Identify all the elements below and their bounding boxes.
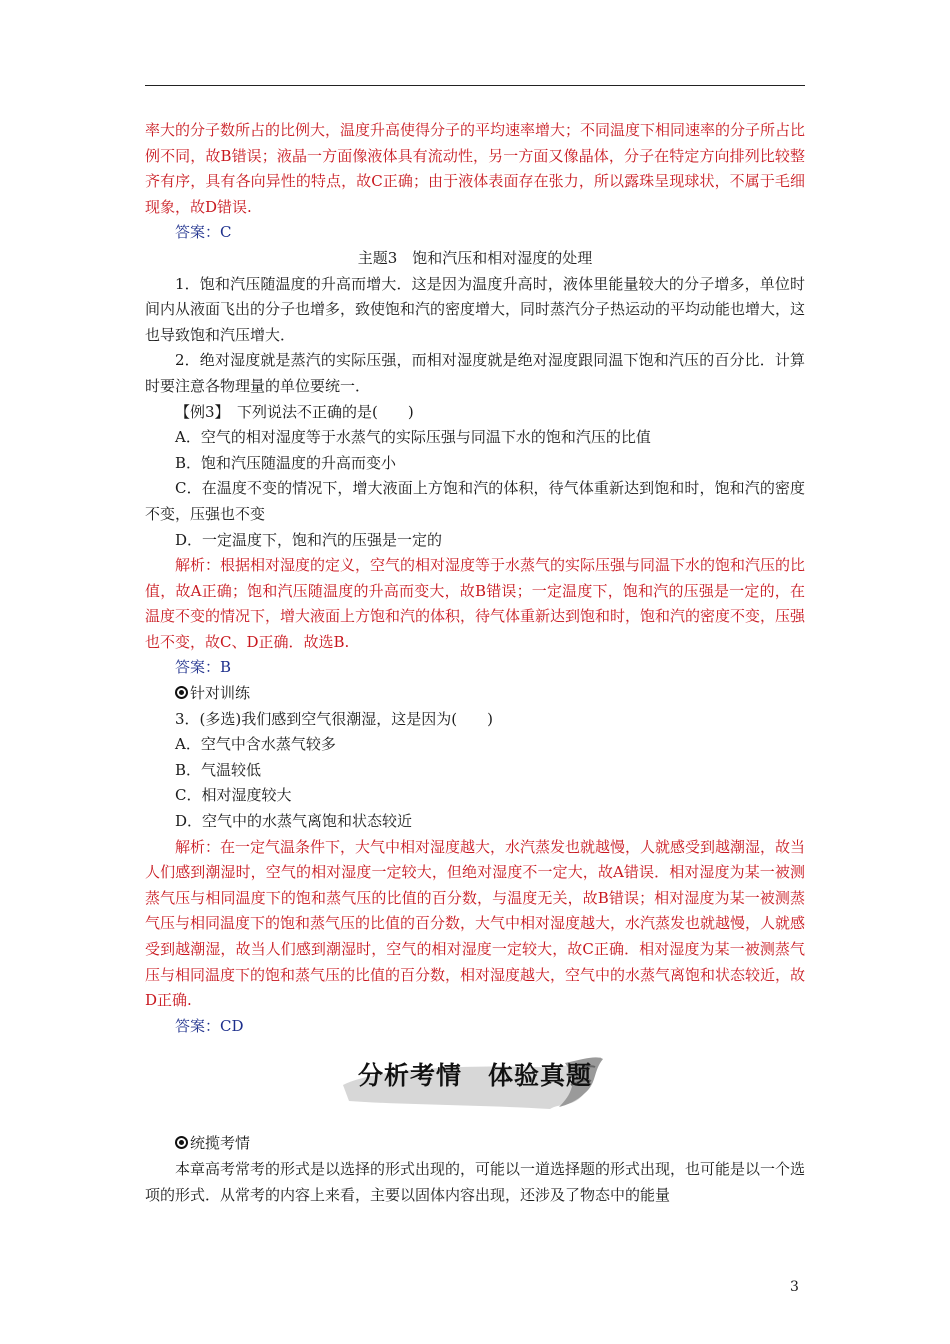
topic3-paragraph-1: 1．饱和汽压随温度的升高而增大．这是因为温度升高时，液体里能量较大的分子增多，单位时间内从液面飞出的分子也增多，致使饱和汽的密度增大，同时蒸汽分子热运动的平均动能也增大，这也导致饱和汽压增大． [145,274,806,344]
example3-stem: 【例3】 下列说法不正确的是( ) [175,402,414,421]
prev-answer: C [220,223,232,242]
header-rule [145,85,805,86]
answer-label: 答案： [175,223,221,242]
topic3-title: 主题3 饱和汽压和相对湿度的处理 [357,248,593,267]
prev-answer-line [145,220,805,246]
example3-answer-line [145,655,805,681]
question3-answer-line [145,1014,805,1040]
training-heading: 针对训练 [190,684,251,703]
banner-title: 分析考情 体验真题 [357,1061,592,1091]
example3-answer: B [220,658,232,677]
example3-explanation: 解析：根据相对湿度的定义，空气的相对湿度等于水蒸气的实际压强与同温下水的饱和汽压的比值，故A正确；饱和汽压随温度的升高而变大，故B错误；一定温度下，饱和汽的压强是一定的，在温度不变的情况下，增大液面上方饱和汽的体积，待气体重新达到饱和时，饱和汽的密度不变，压强也不变，故C、D正确．故选B. [145,556,806,651]
example3-option-b: B．饱和汽压随温度的升高而变小 [175,453,397,472]
page-content [145,118,805,1208]
question3-answer: CD [220,1016,244,1035]
overview-heading-line [145,1131,805,1157]
topic3-paragraph-2: 2．绝对湿度就是蒸汽的实际压强，而相对湿度就是绝对湿度跟同温下饱和汽压的百分比．计算时要注意各物理量的单位要统一． [145,351,805,395]
question3-option-c: C．相对湿度较大 [175,786,292,805]
answer-label: 答案： [175,1016,221,1035]
section-banner [145,1049,805,1121]
page-number: 3 [790,1279,799,1295]
bullet-icon [175,1136,188,1149]
question3-option-b: B．气温较低 [175,760,262,779]
answer-label: 答案： [175,658,221,677]
example3-option-a: A．空气的相对湿度等于水蒸气的实际压强与同温下水的饱和汽压的比值 [175,428,651,447]
overview-text: 本章高考常考的形式是以选择的形式出现的，可能以一道选择题的形式出现，也可能是以一个选项的形式．从常考的内容上来看，主要以固体内容出现，还涉及了物态中的能量 [145,1159,806,1204]
example3-option-d: D．一定温度下，饱和汽的压强是一定的 [175,530,443,549]
overview-heading: 统揽考情 [190,1134,251,1153]
question3-option-d: D．空气中的水蒸气离饱和状态较近 [175,812,413,831]
training-heading-line [145,681,805,707]
question3-option-a: A．空气中含水蒸气较多 [175,735,336,754]
question3-stem: 3．(多选)我们感到空气很潮湿，这是因为( ) [175,709,493,728]
question3-explanation: 解析：在一定气温条件下，大气中相对湿度越大，水汽蒸发也就越慢，人就感受到越潮湿，故当人们感到潮湿时，空气的相对湿度一定较大，但绝对湿度不一定大，故A错误．相对湿度为某一被测蒸气压与相同温度下的饱和蒸气压的比值的百分数，与温度无关，故B错误；相对湿度为某一被测蒸气压与相同温度下的饱和蒸气压的比值的百分数，大气中相对湿度越大，水汽蒸发也就越慢，人就感受到越潮湿，故当人们感到潮湿时，空气的相对湿度一定较大，故C正确．相对湿度为某一被测蒸气压与相同温度下的饱和蒸气压的比值的百分数，相对湿度越大，空气中的水蒸气离饱和状态较近，故D正确. [145,837,806,1010]
example3-option-c: C．在温度不变的情况下，增大液面上方饱和汽的体积，待气体重新达到饱和时，饱和汽的密度不变，压强也不变 [145,479,805,523]
prev-explanation: 率大的分子数所占的比例大，温度升高使得分子的平均速率增大；不同温度下相同速率的分子所占比例不同，故B错误；液晶一方面像液体具有流动性，另一方面又像晶体，分子在特定方向排列比较整齐有序，具有各向异性的特点，故C正确；由于液体表面存在张力，所以露珠呈现球状，不属于毛细现象，故D错误. [145,121,806,216]
bullet-icon [175,686,188,699]
